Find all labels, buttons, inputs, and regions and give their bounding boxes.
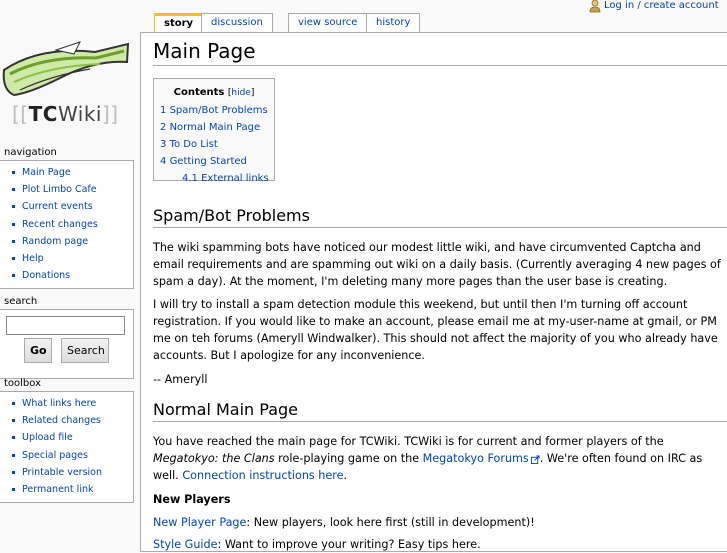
nav-current-events[interactable]: Current events — [9, 198, 129, 215]
nav-recent-changes[interactable]: Recent changes — [9, 216, 129, 233]
spam-paragraph-1: The wiki spamming bots have noticed our modest little wiki, and have circumvented Captcha and email requirements and are spamming out wiki on a daily basis. (Currently averaging 4 new pages of spam a day). At the moment, I'm deleting many more pages than the user base is creating. — [153, 241, 721, 288]
nav-donations[interactable]: Donations — [9, 267, 129, 284]
navigation-portlet — [0, 146, 134, 289]
normal-intro-paragraph: You have reached the main page for TCWiki. TCWiki is for current and former players of the Megatokyo: the Clans role-playing game on the Megatokyo Forums . We're often found on IRC as well. Connection instructions here. — [153, 435, 703, 482]
search-title: search — [4, 296, 38, 307]
connection-instructions-link[interactable]: Connection instructions here — [182, 469, 344, 482]
toc-item[interactable]: 4.1 External links — [182, 173, 269, 184]
toc-item[interactable]: 3 To Do List — [160, 139, 218, 150]
go-button[interactable]: Go — [24, 338, 52, 363]
toolbox-portlet — [0, 377, 134, 503]
tb-related-changes[interactable]: Related changes — [9, 412, 129, 429]
nav-main-page[interactable]: Main Page — [9, 164, 129, 181]
spam-paragraph-2: I will try to install a spam detection module this weekend, but until then I'm turning off account registration. If you would like to make an account, please email me at my-user-name at gmail, or PM me on teh forums (Ameryll Windwalker). This should not affect the majority of you who already have accounts. But I apologize for any inconvenience. — [153, 298, 718, 362]
new-player-page-link[interactable]: New Player Page — [153, 516, 247, 529]
login-link[interactable]: Log in / create account — [604, 0, 719, 11]
tab-discussion[interactable]: discussion — [201, 13, 273, 33]
nav-plot-limbo-cafe[interactable]: Plot Limbo Cafe — [9, 181, 129, 198]
content-area — [140, 32, 727, 552]
section-heading-normal: Normal Main Page — [153, 400, 727, 422]
megatokyo-forums-link[interactable]: Megatokyo Forums — [422, 452, 529, 465]
personal-bar — [588, 0, 727, 14]
search-input[interactable] — [6, 316, 125, 335]
tb-printable-version[interactable]: Printable version — [9, 464, 129, 481]
page-title: Main Page — [153, 38, 727, 66]
toc-item[interactable]: 1 Spam/Bot Problems — [160, 105, 268, 116]
new-players-heading: New Players — [153, 493, 231, 506]
logo-wing-icon — [0, 38, 135, 100]
logo-wordmark: [[TCWiki]] — [12, 102, 119, 126]
nav-random-page[interactable]: Random page — [9, 233, 129, 250]
toc-hide-link[interactable]: hide — [231, 88, 251, 98]
table-of-contents — [153, 78, 275, 184]
tb-what-links-here[interactable]: What links here — [9, 395, 129, 412]
tb-special-pages[interactable]: Special pages — [9, 447, 129, 464]
spam-signature: -- Ameryll — [153, 373, 208, 386]
tab-history[interactable]: history — [366, 13, 420, 33]
new-player-line: New Player Page: New players, look here first (still in development)! — [153, 516, 535, 529]
tab-view-source[interactable]: view source — [288, 13, 367, 33]
style-guide-link[interactable]: Style Guide — [153, 538, 218, 551]
navigation-title: navigation — [4, 147, 57, 158]
toc-title: Contents [hide] — [173, 87, 255, 98]
toc-item[interactable]: 4 Getting Started — [160, 156, 247, 167]
site-logo[interactable] — [0, 38, 140, 138]
search-portlet — [0, 295, 134, 379]
nav-help[interactable]: Help — [9, 250, 129, 267]
tb-upload-file[interactable]: Upload file — [9, 429, 129, 446]
search-button[interactable]: Search — [61, 338, 109, 363]
external-link-icon — [531, 455, 540, 464]
tb-permanent-link[interactable]: Permanent link — [9, 481, 129, 498]
style-guide-line: Style Guide: Want to improve your writing? Easy tips here. — [153, 538, 481, 551]
toc-item[interactable]: 2 Normal Main Page — [160, 122, 261, 133]
toolbox-title: toolbox — [4, 378, 42, 389]
user-icon — [588, 0, 602, 13]
tab-story[interactable]: story — [154, 13, 203, 34]
section-heading-spam: Spam/Bot Problems — [153, 206, 727, 228]
